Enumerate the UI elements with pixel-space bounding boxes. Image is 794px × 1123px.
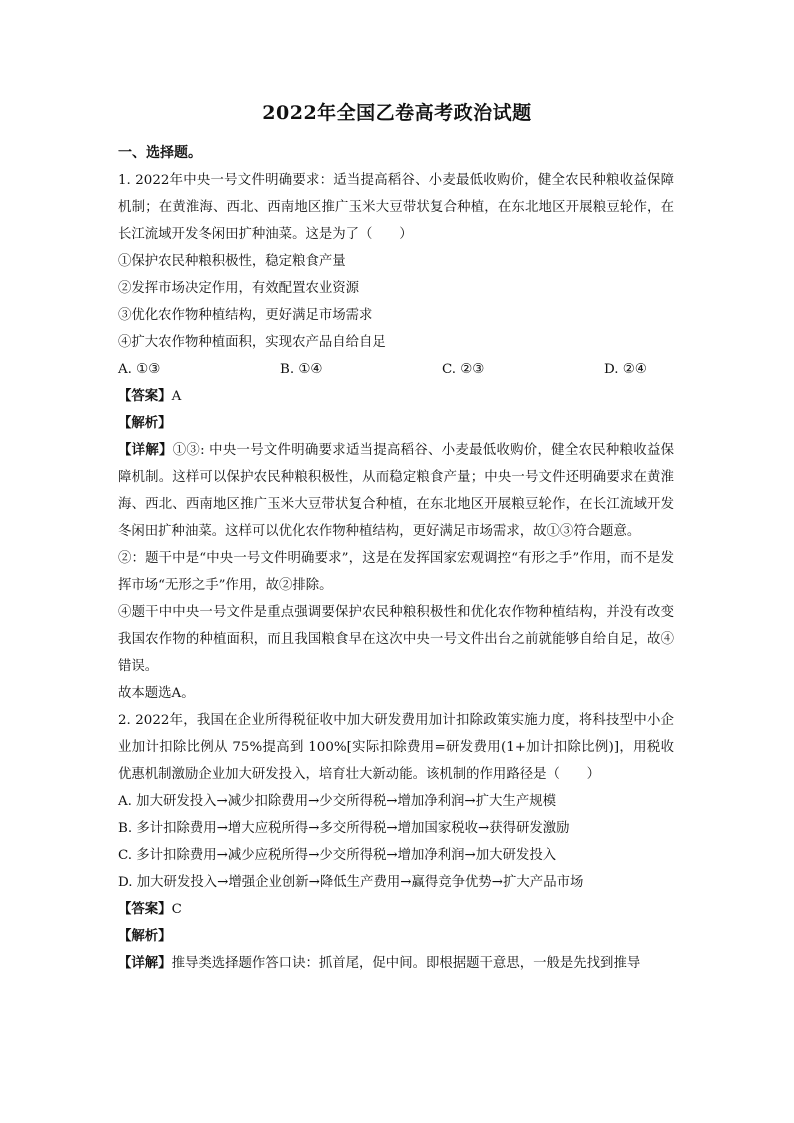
section-heading: 一、选择题。 [118,145,202,161]
question-1-stem: 1. 2022年中央一号文件明确要求：适当提高稻谷、小麦最低收购价，健全农民种粮收益保障机制；在黄淮海、西北、西南地区推广玉米大豆带状复合种植，在东北地区开展粮豆轮作，在长江流域开发冬闲田扩种油菜。这是为了（ ） [118,173,674,242]
question-1-item: ①保护农民种粮积极性，稳定粮食产量 [118,254,346,269]
detail-text: 推导类选择题作答口诀：抓首尾，促中间。即根据题干意思，一般是先找到推导 [171,956,641,971]
question-2-option: B. 多计扣除费用→增大应税所得→多交所得税→增加国家税收→获得研发激励 [118,821,570,836]
question-1-conclusion: 故本题选A。 [118,686,195,701]
answer-tag: 【答案】 [118,901,172,917]
document-body [118,140,674,977]
question-1-item: ②发挥市场决定作用，有效配置农业资源 [118,281,360,296]
question-1-item: ④扩大农作物种植面积，实现农产品自给自足 [118,335,386,350]
question-2-analysis-tag: 【解析】 [118,928,172,944]
option-c: C. ②③ [442,362,485,377]
question-2-option: C. 多计扣除费用→减少应税所得→少交所得税→增加净利润→加大研发投入 [118,848,557,863]
option-b: B. ①④ [280,362,323,377]
detail-tag: 【详解】 [118,955,172,971]
question-1-detail [118,437,674,545]
question-2-answer [118,896,674,923]
answer-value: C [171,902,182,917]
question-2-stem: 2. 2022年，我国在企业所得税征收中加大研发费用加计扣除政策实施力度，将科技型中小企业加计扣除比例从 75%提高到 100%[实际扣除费用=研发费用(1+加计扣除比例)]，用税收优惠机制激励企业加大研发投入，培育壮大新动能。该机制的作用路径是（ ） [118,713,674,782]
question-1-answer [118,383,674,410]
question-1-detail: ②：题干中是“中央一号文件明确要求”，这是在发挥国家宏观调控“有形之手”作用，而不是发挥市场“无形之手”作用，故②排除。 [118,551,674,593]
question-1-options [118,356,674,383]
question-2-option: A. 加大研发投入→减少扣除费用→少交所得税→增加净利润→扩大生产规模 [118,794,556,809]
question-1-detail: ④题干中中央一号文件是重点强调要保护农民种粮积极性和优化农作物种植结构，并没有改变我国农作物的种植面积，而且我国粮食早在这次中央一号文件出台之前就能够自给自足，故④错误。 [118,605,674,674]
option-a: A. ①③ [118,362,161,377]
answer-value: A [171,389,182,404]
question-2-option: D. 加大研发投入→增强企业创新→降低生产费用→赢得竞争优势→扩大产品市场 [118,875,584,890]
page-title: 2022年全国乙卷高考政治试题 [262,102,532,124]
detail-text: ①③: 中央一号文件明确要求适当提高稻谷、小麦最低收购价，健全农民种粮收益保障机制。这样可以保护农民种粮积极性，从而稳定粮食产量；中央一号文件还明确要求在黄淮海、西北、西南地区推广玉米大豆带状复合种植，在东北地区开展粮豆轮作，在长江流域开发冬闲田扩种油菜。这样可以优化农作物种植结构，更好满足市场需求，故①③符合题意。 [118,443,675,539]
detail-tag: 【详解】 [118,442,173,458]
question-1-item: ③优化农作物种植结构，更好满足市场需求 [118,308,373,323]
option-d: D. ②④ [604,362,647,377]
question-1-analysis-tag: 【解析】 [118,415,172,431]
question-2-detail [118,950,674,977]
answer-tag: 【答案】 [118,388,172,404]
